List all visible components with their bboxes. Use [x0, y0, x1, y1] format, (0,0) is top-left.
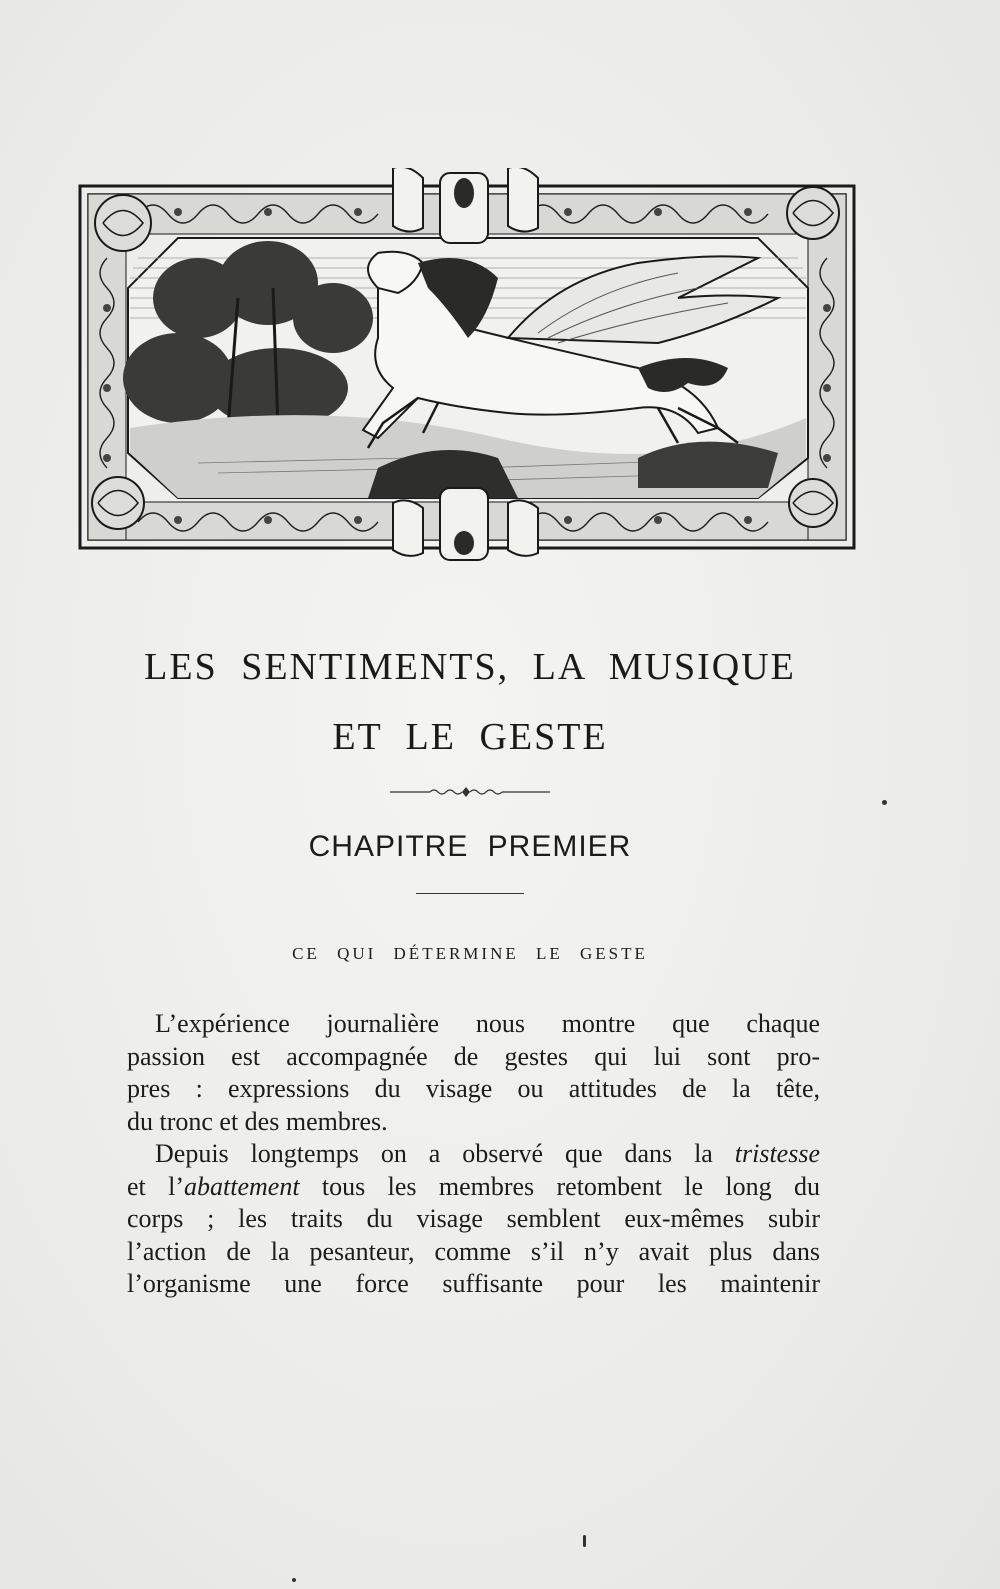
body-line: L’expérience journalière nous montre que chaque [155, 1009, 820, 1038]
chapter-rule [416, 893, 524, 894]
emphasis-abattement: abattement [184, 1171, 300, 1201]
body-line-text: et l’ [127, 1171, 185, 1201]
body-line [127, 1171, 820, 1204]
ink-speck [292, 1578, 296, 1582]
body-line: du tronc et des membres. [127, 1106, 388, 1136]
body-line-text: tous les membres retombent le long du [299, 1171, 820, 1201]
body-line: corps ; les traits du visage semblent eux-mêmes subir [127, 1204, 820, 1233]
chapter-heading: CHAPITRE PREMIER [308, 830, 632, 863]
ink-speck [583, 1535, 586, 1547]
body-line: l’organisme une force suffisante pour les maintenir [127, 1269, 820, 1298]
body-line: pres : expressions du visage ou attitudes de la tête, [127, 1074, 820, 1103]
book-title-line-2: ET LE GESTE [332, 716, 608, 758]
flourish-ornament [390, 782, 550, 802]
emphasis-tristesse: tristesse [734, 1139, 820, 1168]
book-title-line-1: LES SENTIMENTS, LA MUSIQUE [144, 646, 796, 688]
body-line: passion est accompagnée de gestes qui lui sont pro- [127, 1041, 820, 1071]
pegasus-engraving-headpiece [78, 168, 858, 563]
body-line [127, 1138, 820, 1171]
section-heading: CE QUI DÉTERMINE LE GESTE [292, 944, 648, 963]
body-text [127, 1008, 820, 1301]
ink-speck [882, 800, 887, 805]
body-line-text: Depuis longtemps on a observé que dans la [155, 1139, 735, 1168]
body-line: l’action de la pesanteur, comme s’il n’y avait plus dans [127, 1236, 820, 1266]
